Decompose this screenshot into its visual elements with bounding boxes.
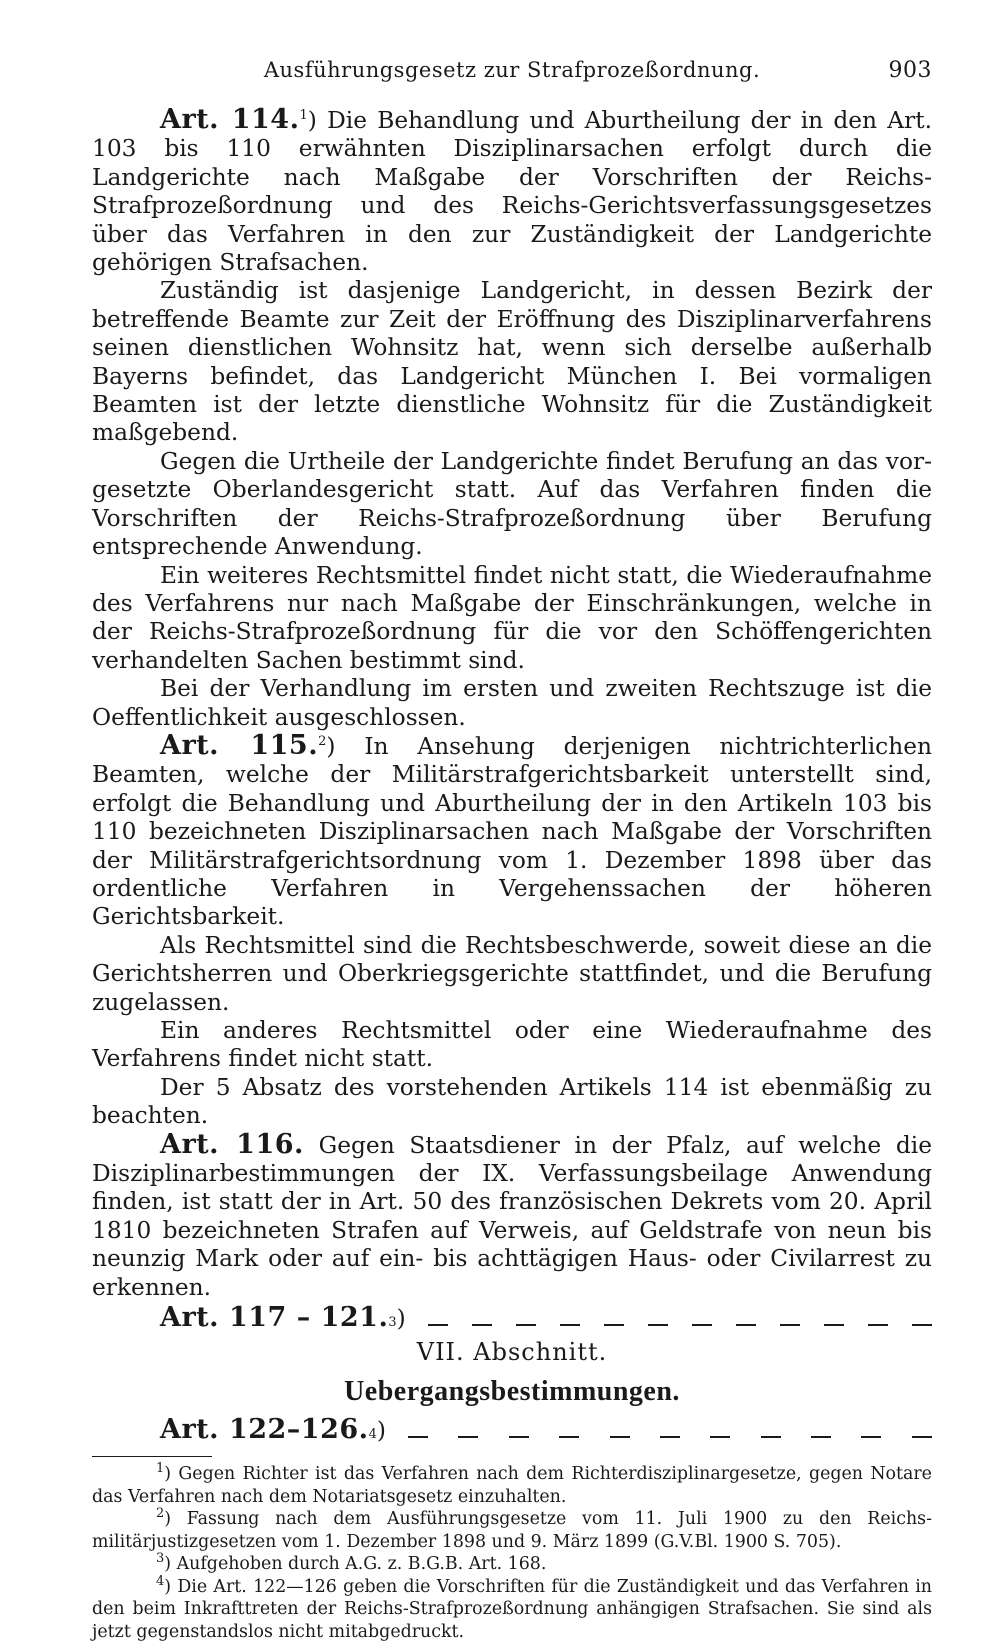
dash — [761, 1436, 781, 1438]
footnote-2: $^2$) Fassung nach dem Ausführungsgesetze vom 11. Juli 1900 zu den Reichsmilitärjustizgesetzen vom 1. Dezember 1898 und 9. März 1899 (G.V.Bl. 1900 S. 705). — [92, 1506, 932, 1552]
footnote-ref-1: 1 — [299, 108, 308, 124]
dash — [811, 1436, 831, 1438]
dash — [868, 1324, 888, 1326]
section-heading: VII. Abschnitt. — [416, 1338, 608, 1367]
dash — [660, 1436, 680, 1438]
dash — [560, 1324, 580, 1326]
dash — [458, 1436, 478, 1438]
dash — [610, 1436, 630, 1438]
footnote-mark-2: 2 — [156, 1506, 165, 1522]
footnote-mark-1: 1 — [156, 1461, 165, 1477]
dash — [604, 1324, 624, 1326]
art-116-paragraph — [92, 1128, 933, 1302]
art-117-121-label: Art. 117 – 121. — [160, 1302, 389, 1334]
section-subheading: Uebergangsbestimmungen. — [344, 1376, 680, 1408]
omission-dashes — [428, 1316, 932, 1334]
dash — [408, 1436, 428, 1438]
art-115-label: Art. 115. — [160, 729, 319, 761]
dash — [780, 1324, 800, 1326]
body-text — [92, 106, 932, 1446]
art-115-text-1: In Ansehung derjenigen nichtrichterlichen Beamten, welche der Militärstrafgerichtsbarkeit unterstellt sind, erfolgt die Behandlung und Aburtheilung der in den Artikeln 103 bis 110 bezeichneten Disziplinarsachen nach Maßgabe der Vorschriften der Militärstrafgerichtsordnung vom 1. Dezember 1898 über das ordentliche Verfahren in Vergehenssachen der höheren Gerichtsbarkeit. — [92, 732, 932, 931]
footnote-1: $^1$) Gegen Richter ist das Verfahren nach dem Richterdisziplinargesetze, gegen Notare das Verfahren nach dem Notariatsgesetz einzuhalten. — [92, 1461, 932, 1507]
dash — [912, 1324, 932, 1326]
footnote-1-text: Gegen Richter ist das Verfahren nach dem Richterdisziplinargesetze, gegen Notare das Verfahren nach dem Notariatsgesetz einzuhalten. — [92, 1464, 932, 1507]
page-number: 903 — [888, 58, 932, 83]
omission-dashes — [408, 1428, 932, 1446]
running-title: Ausführungsgesetz zur Strafprozeßordnung. — [263, 58, 761, 82]
footnote-4-text: Die Art. 122—126 geben die Vorschriften für die Zuständigkeit und das Verfahren in den beim Inkrafttreten der Reichs-Strafprozeßordnung anhängigen Strafsachen. Sie sind als jetzt gegenstandslos nicht mitabgedruckt. — [92, 1576, 932, 1642]
art-114-paragraph-2: Zuständig ist dasjenige Landgericht, in dessen Bezirk der betreffende Beamte zur Zeit der Eröffnung des Disziplinarverfahrens seinen dienstlichen Wohnsitz hat, wenn sich derselbe außerhalb Bayerns befindet, das Landgericht München I. Bei vormaligen Beamten ist der letzte dienstliche Wohnsitz für die Zuständigkeit maßgebend. — [92, 277, 932, 447]
footnote-4: $^4$) Die Art. 122—126 geben die Vorschriften für die Zuständigkeit und das Verfahren in den beim Inkrafttreten der Reichs-Strafprozeßordnung anhängigen Strafsachen. Sie sind als jetzt gegenstandslos nicht mitabgedruckt. — [92, 1573, 932, 1642]
art-115-paragraph-1: Art. 115.$^2$) In Ansehung derjenigen nichtrichterlichen Beamten, welche der Militärstrafgerichtsbarkeit unterstellt sind, erfolgt die Behandlung und Aburtheilung der in den Artikeln 103 bis 110 bezeichneten Disziplinarsachen nach Maßgabe der Vorschriften der Militärstrafgerichtsordnung vom 1. Dezember 1898 über das ordentliche Verfahren in Vergehenssachen der höheren Gerichtsbarkeit. — [92, 729, 932, 931]
footnote-2-text: Fassung nach dem Ausführungsgesetze vom 11. Juli 1900 zu den Reichsmilitärjustizgesetzen vom 1. Dezember 1898 und 9. März 1899 (G.V.Bl. 1900 S. 705). — [92, 1509, 932, 1552]
page-header — [92, 58, 932, 94]
art-114-paragraph-5: Bei der Verhandlung im ersten und zweiten Rechtszuge ist die Oeffentlichkeit ausgeschlossen. — [92, 675, 932, 731]
dash — [912, 1436, 932, 1438]
art-114-label: Art. 114. — [160, 104, 300, 135]
footnotes — [92, 1463, 932, 1643]
art-114-paragraph-1: Art. 114.$^1$) Die Behandlung und Aburtheilung der in den Art. 103 bis 110 erwähnten Disziplinarsachen erfolgt durch die Landgerichte nach Maßgabe der Vorschriften der Reichs-Strafprozeßordnung und des Reichs-Gerichtsverfassungsgesetzes über das Verfahren in den zur Zuständigkeit der Landgerichte gehörigen Strafsachen. — [92, 104, 932, 277]
art-115-paragraph-3: Ein anderes Rechtsmittel oder eine Wiederaufnahme des Verfahrens findet nicht statt. — [92, 1017, 932, 1073]
art-122-126-label: Art. 122–126. — [160, 1414, 369, 1446]
footnote-mark-3: 3 — [156, 1551, 165, 1567]
document-page — [92, 58, 932, 1643]
art-122-126-line: Art. 122–126. 4 ) — [92, 1416, 932, 1446]
footnote-mark-4: 4 — [156, 1573, 165, 1589]
dash — [736, 1324, 756, 1326]
art-114-paragraph-3: Gegen die Urtheile der Landgerichte findet Berufung an das vorgesetzte Oberlandesgericht statt. Auf das Verfahren finden die Vorschriften der Reichs-Strafprozeßordnung über Berufung entsprechende Anwendung. — [92, 447, 932, 561]
dash — [710, 1436, 730, 1438]
footnote-divider — [92, 1456, 212, 1457]
footnote-ref-2: 2 — [318, 734, 327, 750]
art-115-paragraph-4: Der 5 Absatz des vorstehenden Artikels 114 ist ebenmäßig zu beachten. — [92, 1073, 932, 1130]
art-114-text-1: Die Behandlung und Aburtheilung der in den Art. 103 bis 110 erwähnten Disziplinarsachen erfolgt durch die Landgerichte nach Maßgabe der Vorschriften der Reichs-Strafprozeßordnung und des Reichs-Gerichtsverfassungsgesetzes über das Verfahren in den zur Zuständigkeit der Landgerichte gehörigen Strafsachen. — [92, 107, 932, 277]
footnote-3: $^3$) Aufgehoben durch A.G. z. B.G.B. Art. 168. — [156, 1551, 547, 1575]
art-114-paragraph-4: Ein weiteres Rechtsmittel findet nicht statt, die Wiederaufnahme des Verfahrens nur nach Maßgabe der Einschränkungen, welche in der Reichs-Strafprozeßordnung für die vor den Schöffengerichten verhandelten Sachen bestimmt sind. — [92, 561, 932, 674]
dash — [509, 1436, 529, 1438]
art-116-text: Gegen Staatsdiener in der Pfalz, auf welche die Disziplinarbestimmungen der IX. Verfassungsbeilage Anwendung finden, ist statt der in Art. 50 des französischen Dekrets vom 20. April 1810 bezeichneten Strafen auf Verweis, auf Geldstrafe von neun bis neunzig Mark oder auf ein- bis achttägigen Haus- oder Civilarrest zu erkennen. — [92, 1131, 933, 1301]
dash — [472, 1324, 492, 1326]
art-117-121-line: Art. 117 – 121. 3 ) — [92, 1304, 932, 1334]
art-116-label: Art. 116. — [160, 1128, 304, 1160]
dash — [692, 1324, 712, 1326]
dash — [428, 1324, 448, 1326]
dash — [559, 1436, 579, 1438]
dash — [861, 1436, 881, 1438]
dash — [648, 1324, 668, 1326]
footnote-3-text: Aufgehoben durch A.G. z. B.G.B. Art. 168. — [176, 1554, 547, 1575]
art-115-paragraph-2: Als Rechtsmittel sind die Rechtsbeschwerde, soweit diese an die Gerichtsherren und Oberkriegsgerichte stattfindet, und die Berufung zugelassen. — [92, 931, 932, 1016]
dash — [824, 1324, 844, 1326]
dash — [516, 1324, 536, 1326]
